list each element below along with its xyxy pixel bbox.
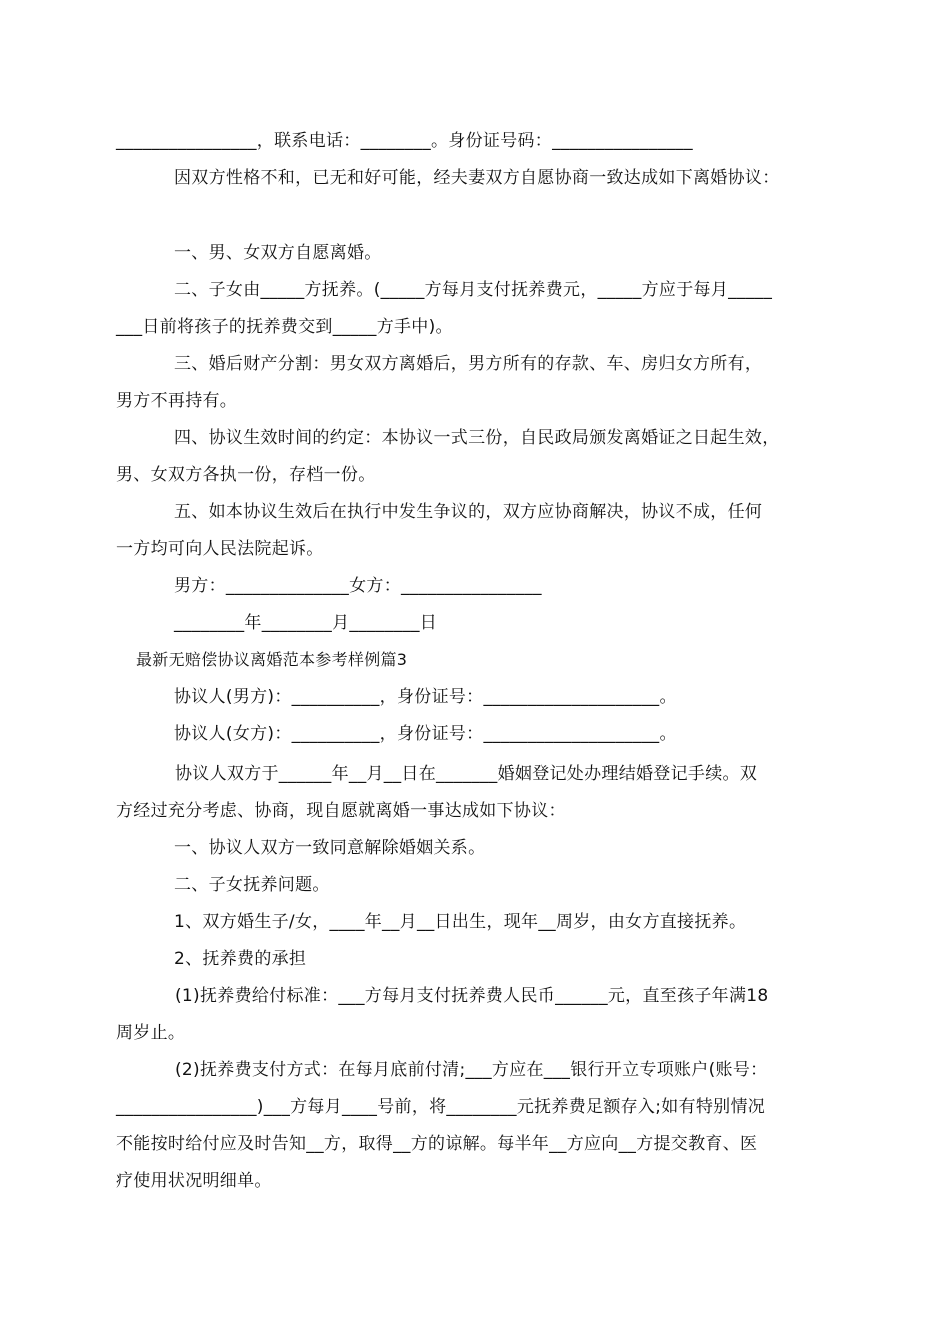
clause-4-line-2: 男、女双方各执一份，存档一份。: [116, 465, 376, 485]
clause-3-line-1: 三、婚后财产分割：男女双方离婚后，男方所有的存款、车、房归女方所有，: [174, 354, 763, 374]
intro-paragraph: 因双方性格不和，已无和好可能，经夫妻双方自愿协商一致达成如下离婚协议：: [174, 168, 780, 188]
support-method-line-2: ________________)___方每月____号前，将________元抚养费足额存入;如有特别情况: [116, 1097, 766, 1117]
support-method-line-1: (2)抚养费支付方式：在每月底前付清;___方应在___银行开立专项账户(账号：: [175, 1060, 768, 1080]
marriage-registration-line-2: 方经过充分考虑、协商，现自愿就离婚一事达成如下协议：: [116, 801, 566, 821]
agreement-clause-1: 一、协议人双方一致同意解除婚姻关系。: [174, 838, 486, 858]
party-female-line: 协议人(女方)：__________，身份证号：____________________。: [174, 724, 677, 744]
clause-2-line-1: 二、子女由_____方抚养。(_____方每月支付抚养费元，_____方应于每月_____: [174, 280, 773, 300]
agreement-clause-2: 二、子女抚养问题。: [174, 875, 330, 895]
contact-line: ________________，联系电话：________。身份证号码：________________: [116, 131, 693, 151]
support-heading: 2、抚养费的承担: [174, 949, 307, 969]
marriage-registration-line-1: 协议人双方于______年__月__日在_______婚姻登记处办理结婚登记手续。双: [175, 764, 758, 784]
signature-line: 男方：______________女方：________________: [174, 576, 542, 596]
clause-4-line-1: 四、协议生效时间的约定：本协议一式三份，自民政局颁发离婚证之日起生效，: [174, 428, 780, 448]
clause-5-line-1: 五、如本协议生效后在执行中发生争议的，双方应协商解决，协议不成，任何: [174, 502, 763, 522]
clause-5-line-2: 一方均可向人民法院起诉。: [116, 539, 324, 559]
child-birth-line: 1、双方婚生子/女，____年__月__日出生，现年__周岁，由女方直接抚养。: [174, 912, 747, 932]
section-title: 最新无赔偿协议离婚范本参考样例篇3: [136, 650, 408, 669]
clause-3-line-2: 男方不再持有。: [116, 391, 238, 411]
clause-2-line-2: ___日前将孩子的抚养费交到_____方手中)。: [116, 317, 453, 337]
support-method-line-4: 疗使用状况明细单。: [116, 1171, 272, 1191]
support-standard-line-2: 周岁止。: [116, 1023, 186, 1043]
support-standard-line-1: (1)抚养费给付标准：___方每月支付抚养费人民币______元，直至孩子年满18: [175, 986, 769, 1006]
clause-1: 一、男、女双方自愿离婚。: [174, 243, 382, 263]
support-method-line-3: 不能按时给付应及时告知__方，取得__方的谅解。每半年__方应向__方提交教育、医: [116, 1134, 758, 1154]
party-male-line: 协议人(男方)：__________，身份证号：____________________。: [174, 687, 677, 707]
date-line: ________年________月________日: [174, 613, 438, 633]
